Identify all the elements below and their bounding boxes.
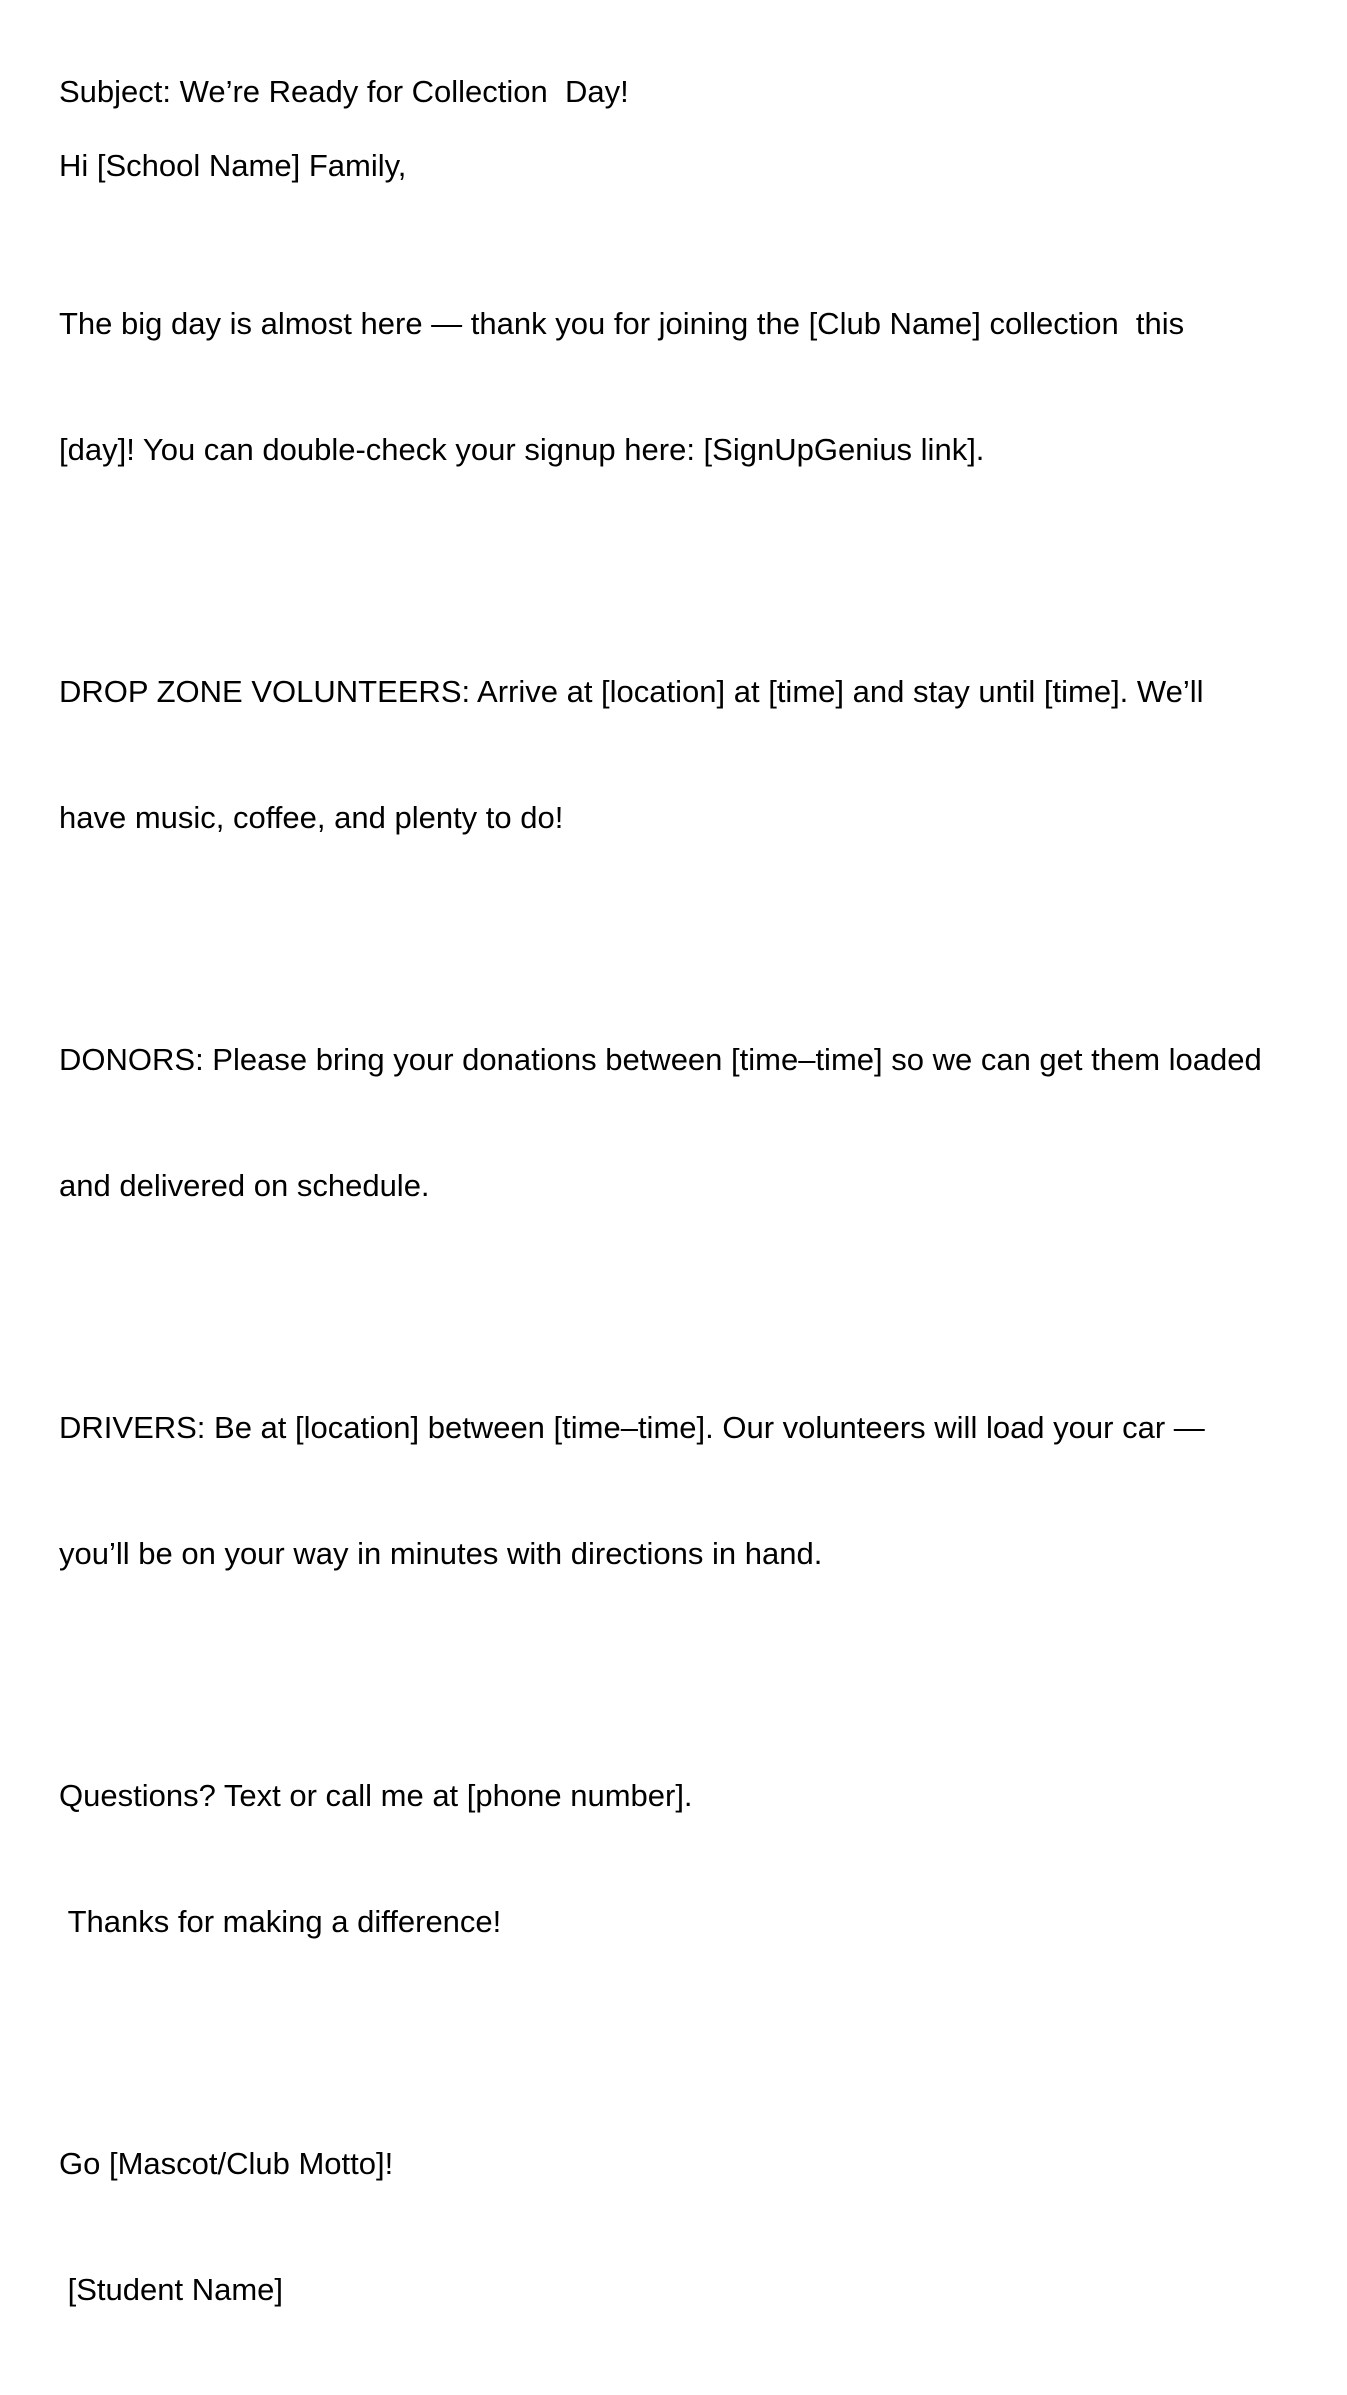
intro-paragraph [59, 219, 1329, 555]
motto-line: Go [Mascot/Club Motto]! [59, 2146, 394, 2181]
drop-zone-paragraph [59, 587, 1329, 923]
drop-zone-line: have music, coffee, and plenty to do! [59, 800, 564, 835]
questions-line: Questions? Text or call me at [phone number]. [59, 1778, 693, 1813]
donors-line: DONORS: Please bring your donations between [time–time] so we can get them loaded [59, 1042, 1262, 1077]
donors-line: and delivered on schedule. [59, 1168, 430, 1203]
donors-paragraph [59, 955, 1329, 1291]
drivers-line: you’ll be on your way in minutes with directions in hand. [59, 1536, 823, 1571]
drivers-paragraph [59, 1323, 1329, 1659]
intro-line: The big day is almost here — thank you for joining the [Club Name] collection this [59, 306, 1185, 341]
drop-zone-line: DROP ZONE VOLUNTEERS: Arrive at [location] at [time] and stay until [time]. We’ll [59, 674, 1204, 709]
email-greeting: Hi [School Name] Family, [59, 148, 407, 183]
drivers-line: DRIVERS: Be at [location] between [time–time]. Our volunteers will load your car — [59, 1410, 1205, 1445]
email-subject: Subject: We’re Ready for Collection Day! [59, 74, 629, 109]
student-name-line: [Student Name] [59, 2272, 284, 2307]
intro-line: [day]! You can double-check your signup here: [SignUpGenius link]. [59, 432, 985, 467]
thanks-line: Thanks for making a difference! [59, 1904, 502, 1939]
email-document [59, 71, 1329, 2395]
signoff-paragraph [59, 2059, 1329, 2395]
questions-paragraph [59, 1691, 1329, 2027]
